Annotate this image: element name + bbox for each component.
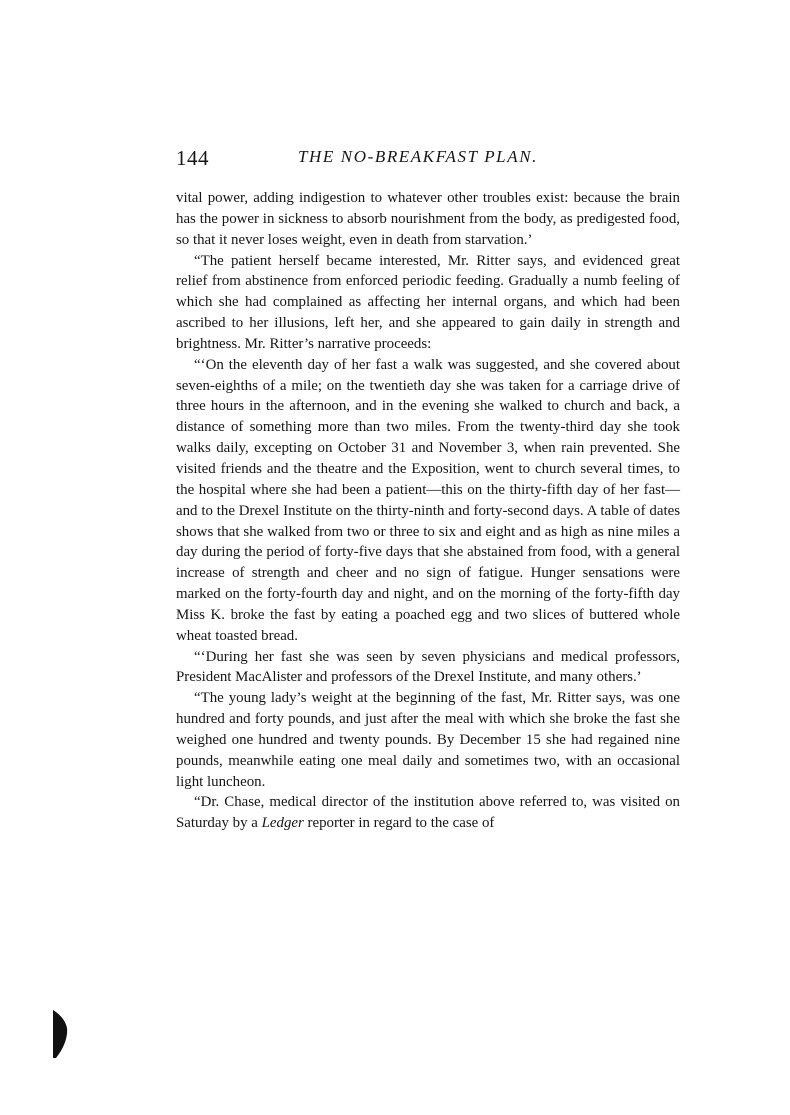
page-number: 144 bbox=[176, 146, 209, 170]
paragraph-physicians: “‘During her fast she was seen by seven physicians and medical professors, President MacAlister and professors of the Drexel Institute, and many others.’ bbox=[176, 648, 680, 686]
page-edge-mark-shape bbox=[52, 1010, 68, 1058]
ledger-italic: Ledger bbox=[261, 815, 304, 832]
page-header bbox=[176, 146, 680, 172]
paragraph-eleventh-day: “‘On the eleventh day of her fast a walk was suggested, and she covered about seven-eighths of a mile; on the twentieth day she was taken for a carriage drive of three hours in the afternoon, and in the evening she walked to church and back, a distance of something more than two miles. From the twenty-third day she took walks daily, excepting on October 31 and November 3, when rain prevented. She visited friends and the theatre and the Exposition, went to church several times, to the hospital where she had been a patient—this on the thirty-fifth day of her fast—and to the Drexel Institute on the thirty-ninth and forty-second days. A table of dates shows that she walked from two or three to six and eight and as high as nine miles a day during the period of forty-five days that she abstained from food, with a general increase of strength and cheer and no sign of fatigue. Hunger sensations were marked on the forty-fourth day and night, and on the morning of the forty-fifth day Miss K. broke the fast by eating a poached egg and two slices of buttered whole wheat toasted bread. bbox=[176, 356, 680, 644]
paragraph-continuation: vital power, adding indigestion to whatever other troubles exist: because the brain has the power in sickness to absorb nourishment from the body, as predigested food, so that it never loses weight, even in death from starvation.’ bbox=[176, 190, 680, 248]
running-title: THE NO-BREAKFAST PLAN. bbox=[298, 147, 539, 166]
page-edge-mark bbox=[52, 1010, 68, 1058]
dr-chase-text-start: “Dr. Chase, medical director of the institution above referred to, was visited on Saturday by a bbox=[176, 794, 680, 832]
paragraph-dr-chase bbox=[176, 792, 680, 834]
body-text bbox=[176, 188, 680, 834]
paragraph-patient-interested: “The patient herself became interested, Mr. Ritter says, and evidenced great relief from abstinence from enforced periodic feeding. Gradually a numb feeling of which she had complained as affecting her internal organs, and which had been ascribed to her illusions, left her, and she appeared to gain daily in strength and brightness. Mr. Ritter’s narrative proceeds: bbox=[176, 252, 680, 352]
dr-chase-text-end: reporter in regard to the case of bbox=[303, 815, 495, 832]
paragraph-weight: “The young lady’s weight at the beginning of the fast, Mr. Ritter says, was one hundred and forty pounds, and just after the meal with which she broke the fast she weighed one hundred and twenty pounds. By December 15 she had regained nine pounds, meanwhile eating one meal daily and sometimes two, with an occasional light luncheon. bbox=[176, 690, 680, 790]
